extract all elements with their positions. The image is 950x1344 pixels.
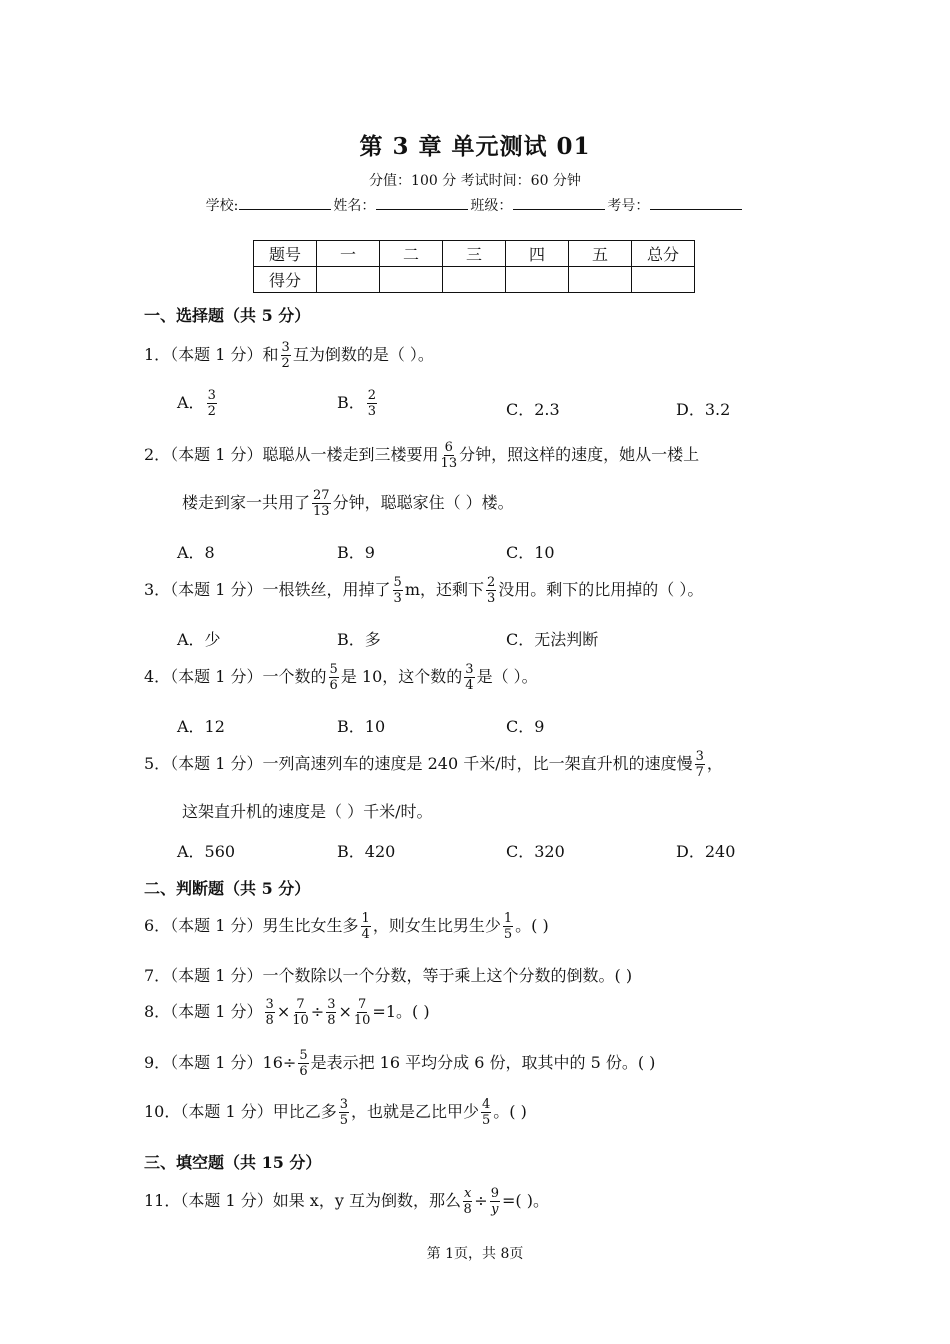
question-7: 7．（本题 1 分）一个数除以一个分数，等于乘上这个分数的倒数。( ) [144, 966, 633, 985]
fraction: $\frac{2}{3}$ [487, 575, 496, 606]
score-header-cell: 题号 [254, 241, 317, 267]
fraction: $\frac{3}{7}$ [695, 749, 704, 780]
q1-text-post: 互为倒数的是（ ）。 [292, 345, 434, 364]
q5-option-a[interactable]: A．560 [177, 842, 236, 861]
fraction: $\frac{5}{6}$ [329, 662, 338, 693]
exam-meta: 分值：100 分 考试时间：60 分钟 [369, 173, 581, 189]
fraction: $\frac{5}{6}$ [299, 1048, 308, 1079]
fraction: $\frac{9}{y}$ [490, 1186, 499, 1217]
question-3: 3．（本题 1 分）一根铁丝，用掉了 $\frac{5}{3}$ m，还剩下 $\frac{2}{3}$ 没用。剩下的比用掉的（ ）。 [144, 575, 704, 606]
q2-option-b[interactable]: B．9 [337, 543, 375, 562]
q1-text-pre: 1．（本题 1 分）和 [144, 345, 279, 364]
score-cell[interactable] [443, 267, 506, 293]
fraction: $\frac{7}{10}$ [292, 997, 309, 1028]
q3-option-a[interactable]: A．少 [177, 630, 221, 649]
q5-option-c[interactable]: C．320 [506, 842, 565, 861]
fraction: $\frac{3}{8}$ [327, 997, 336, 1028]
score-header-cell: 三 [443, 241, 506, 267]
score-header-cell: 一 [317, 241, 380, 267]
fraction: $\frac{7}{10}$ [353, 997, 371, 1028]
page-title: 第 3 章 单元测试 01 [359, 133, 591, 160]
fraction: $\frac{5}{3}$ [393, 575, 402, 606]
question-5-line-2: 这架直升机的速度是（ ）千米/时。 [182, 802, 433, 821]
name-label: 姓名： [333, 198, 376, 214]
score-cell[interactable] [317, 267, 380, 293]
q3-option-b[interactable]: B．多 [337, 630, 381, 649]
q2-option-c[interactable]: C．10 [506, 543, 555, 562]
score-table-header-row [254, 241, 695, 267]
score-table [253, 240, 695, 293]
fraction: $\frac{3}{2}$ [207, 388, 216, 419]
q5-option-d[interactable]: D．240 [676, 842, 736, 861]
fraction: $\frac{1}{5}$ [503, 911, 513, 942]
fraction: $\frac{1}{4}$ [361, 911, 370, 942]
fraction: $\frac{4}{5}$ [482, 1097, 491, 1128]
score-header-cell: 二 [380, 241, 443, 267]
q3-option-c[interactable]: C．无法判断 [506, 630, 599, 649]
q4-option-b[interactable]: B．10 [337, 717, 386, 736]
fraction: $\frac{3}{5}$ [339, 1097, 348, 1128]
score-cell[interactable] [632, 267, 695, 293]
name-blank[interactable] [376, 197, 468, 210]
question-9: 9．（本题 1 分）16÷ $\frac{5}{6}$ 是表示把 16 平均分成 6 份，取其中的 5 份。( ) [144, 1048, 656, 1079]
fraction: $\frac{27}{13}$ [313, 488, 330, 519]
number-blank[interactable] [650, 197, 742, 210]
score-row-label: 得分 [254, 267, 317, 293]
question-5: 5．（本题 1 分）一列高速列车的速度是 240 千米/时，比一架直升机的速度慢 $\frac{3}{7}$ ， [144, 749, 723, 780]
question-10: 10．（本题 1 分）甲比乙多 $\frac{3}{5}$ ，也就是乙比甲少 $\frac{4}{5}$ 。( ) [144, 1097, 527, 1128]
section-heading-choice: 一、选择题（共 5 分） [144, 306, 311, 325]
section-heading-judgement: 二、判断题（共 5 分） [144, 879, 311, 898]
class-blank[interactable] [513, 197, 605, 210]
question-6: 6．（本题 1 分）男生比女生多 $\frac{1}{4}$ ，则女生比男生少 $\frac{1}{5}$ 。( ) [144, 911, 549, 942]
question-2-line-2: 楼走到家一共用了 $\frac{27}{13}$ 分钟，聪聪家住（ ）楼。 [182, 488, 514, 519]
q5-option-b[interactable]: B．420 [337, 842, 396, 861]
page-footer: 第 1页，共 8页 [426, 1246, 524, 1262]
q1-option-b[interactable]: B． $\frac{2}{3}$ [337, 388, 377, 419]
question-1 [144, 341, 434, 370]
student-info-line [0, 195, 950, 215]
class-label: 班级： [470, 198, 513, 214]
q2-option-a[interactable]: A．8 [177, 543, 215, 562]
fraction: $\frac{3}{2}$ [281, 340, 290, 371]
question-4: 4．（本题 1 分）一个数的 $\frac{5}{6}$ 是 10，这个数的 $\frac{3}{4}$ 是（ ）。 [144, 662, 538, 693]
question-11: 11．（本题 1 分）如果 x，y 互为倒数，那么 $\frac{x}{8}$ ÷ $\frac{9}{y}$ =( )。 [144, 1186, 549, 1217]
school-label: 学校: [205, 198, 239, 214]
question-2: 2．（本题 1 分）聪聪从一楼走到三楼要用 $\frac{6}{13}$ 分钟，照这样的速度，她从一楼上 [144, 440, 700, 471]
fraction: $\frac{x}{8}$ [463, 1186, 472, 1217]
score-cell[interactable] [569, 267, 632, 293]
q4-option-c[interactable]: C．9 [506, 717, 545, 736]
number-label: 考号： [607, 198, 650, 214]
fraction: $\frac{6}{13}$ [440, 440, 458, 471]
score-cell[interactable] [506, 267, 569, 293]
fraction: $\frac{3}{4}$ [465, 662, 474, 693]
q1-option-a[interactable]: A． $\frac{3}{2}$ [177, 388, 216, 419]
school-blank[interactable] [239, 197, 331, 210]
score-header-cell: 四 [506, 241, 569, 267]
section-heading-fill: 三、填空题（共 15 分） [144, 1153, 322, 1172]
score-header-cell: 五 [569, 241, 632, 267]
score-table-score-row [254, 267, 695, 293]
score-header-cell: 总分 [632, 241, 695, 267]
score-cell[interactable] [380, 267, 443, 293]
fraction: $\frac{2}{3}$ [367, 388, 377, 419]
q1-option-d[interactable]: D．3.2 [676, 400, 731, 419]
question-8: 8．（本题 1 分） $\frac{3}{8}$ × $\frac{7}{10}$ ÷ $\frac{3}{8}$ × $\frac{7}{10}$ =1。( ) [144, 997, 430, 1028]
q4-option-a[interactable]: A．12 [177, 717, 225, 736]
q1-option-c[interactable]: C．2.3 [506, 400, 560, 419]
fraction: $\frac{3}{8}$ [265, 997, 274, 1028]
